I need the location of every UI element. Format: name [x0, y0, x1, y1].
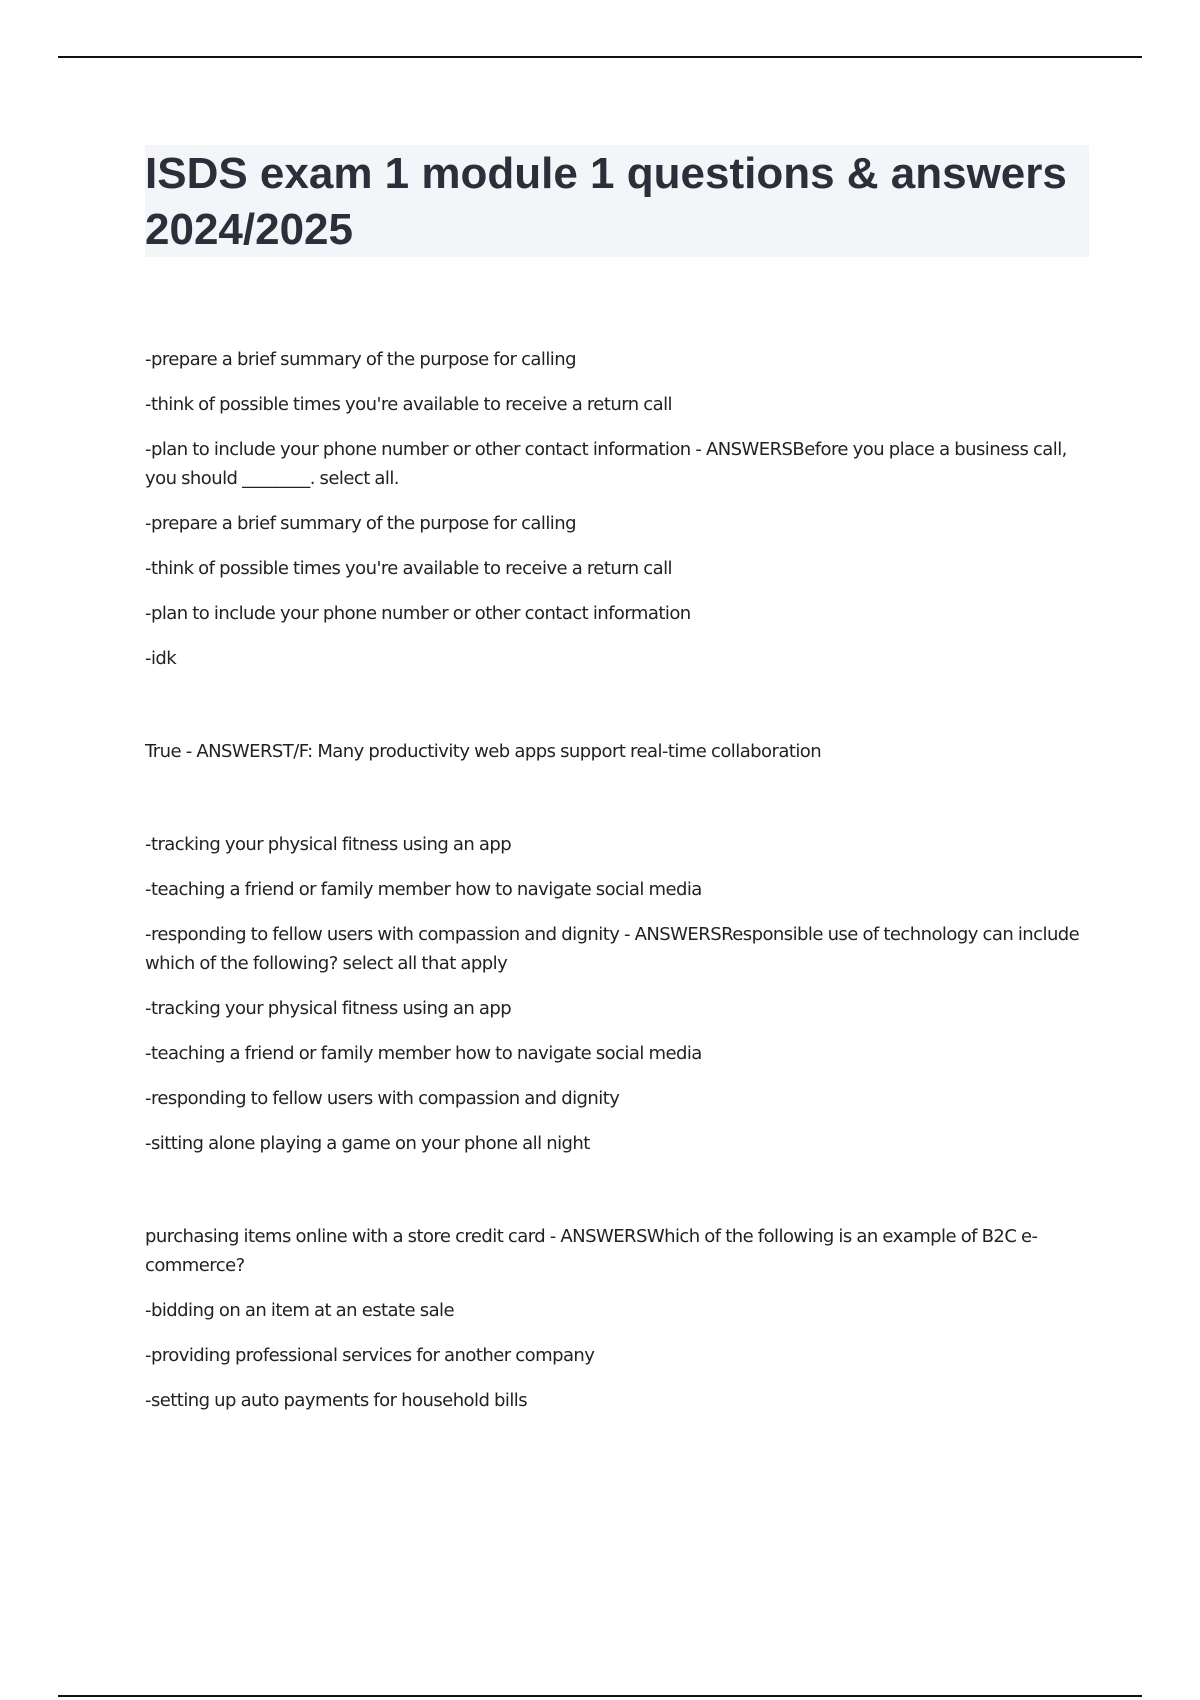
- bottom-rule: [58, 1695, 1142, 1697]
- question-answer-line: -responding to fellow users with compassion and dignity - ANSWERSResponsible use of technology can include which of the following? select all that apply: [145, 924, 1080, 974]
- section-gap: [145, 689, 1090, 737]
- text-line: -think of possible times you're available to receive a return call: [145, 394, 672, 415]
- text-line: -setting up auto payments for household bills: [145, 1390, 528, 1411]
- question-answer-line: -plan to include your phone number or other contact information - ANSWERSBefore you place a business call, you should ________. select all.: [145, 439, 1067, 489]
- text-line: -plan to include your phone number or other contact information: [145, 603, 691, 624]
- text-line: -bidding on an item at an estate sale: [145, 1300, 455, 1321]
- text-line: -providing professional services for another company: [145, 1345, 595, 1366]
- document-body: [145, 345, 1090, 1431]
- text-line: -teaching a friend or family member how to navigate social media: [145, 1043, 702, 1064]
- text-line: -sitting alone playing a game on your phone all night: [145, 1133, 590, 1154]
- section-gap: [145, 1174, 1090, 1222]
- qa-block-business-call: [145, 345, 1090, 673]
- section-gap: [145, 782, 1090, 830]
- text-line: -idk: [145, 648, 177, 669]
- text-line: -teaching a friend or family member how to navigate social media: [145, 879, 702, 900]
- text-line: -tracking your physical fitness using an app: [145, 834, 512, 855]
- question-answer-line: purchasing items online with a store credit card - ANSWERSWhich of the following is an example of B2C e-commerce?: [145, 1226, 1038, 1276]
- text-line: -responding to fellow users with compassion and dignity: [145, 1088, 620, 1109]
- text-line: -think of possible times you're available to receive a return call: [145, 558, 672, 579]
- text-line: -tracking your physical fitness using an app: [145, 998, 512, 1019]
- qa-block-collaboration: [145, 737, 1090, 766]
- question-answer-line: True - ANSWERST/F: Many productivity web apps support real-time collaboration: [145, 741, 822, 762]
- document-title: ISDS exam 1 module 1 questions & answers 2024/2025: [145, 149, 1067, 254]
- top-rule: [58, 56, 1142, 58]
- text-line: -prepare a brief summary of the purpose for calling: [145, 513, 576, 534]
- text-line: -prepare a brief summary of the purpose for calling: [145, 349, 576, 370]
- qa-block-b2c: [145, 1222, 1090, 1415]
- qa-block-responsible-use: [145, 830, 1090, 1158]
